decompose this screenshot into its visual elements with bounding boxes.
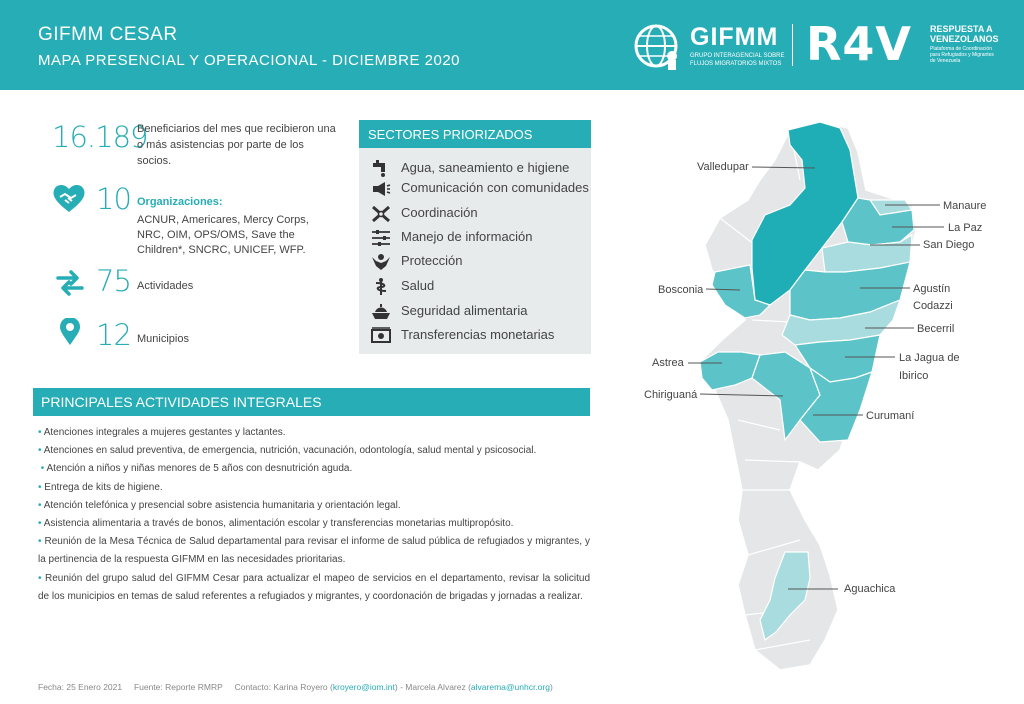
organizations-list: ACNUR, Americares, Mercy Corps, NRC, OIM, OPS/OMS, Save the Children*, SNCRC, UNICEF, WFP. xyxy=(137,214,309,256)
health-icon xyxy=(371,278,391,296)
r4v-logo-word: R4V xyxy=(806,17,913,71)
sector-item-food xyxy=(371,301,586,321)
sector-item-wash xyxy=(371,158,586,178)
footer-contact-prefix: Contacto: Karina Royero ( xyxy=(234,682,333,692)
footer-contact-middle: ) - Marcela Alvarez ( xyxy=(394,682,471,692)
sector-item-cash xyxy=(371,325,586,345)
sector-label: Seguridad alimentaria xyxy=(401,303,528,318)
food-icon xyxy=(371,303,391,321)
label-agustin-codazzi-2: Codazzi xyxy=(913,300,953,312)
label-san-diego: San Diego xyxy=(923,239,975,251)
label-la-jagua-1: La Jagua de xyxy=(899,352,960,364)
label-valledupar: Valledupar xyxy=(697,161,749,173)
organizations-value: 10 xyxy=(96,182,131,216)
handshake-heart-icon xyxy=(52,182,86,214)
cesar-map xyxy=(640,110,1020,680)
r4v-tagline: RESPUESTA A VENEZOLANOS xyxy=(930,24,999,44)
sector-label: Agua, saneamiento e higiene xyxy=(401,160,570,175)
list-item: • Atenciones integrales a mujeres gestantes y lactantes. xyxy=(38,427,286,438)
footer-contact-suffix: ) xyxy=(549,682,553,692)
sliders-icon xyxy=(371,229,391,247)
organizations-heading: Organizaciones: xyxy=(137,196,223,208)
label-astrea: Astrea xyxy=(652,357,684,369)
megaphone-icon xyxy=(371,180,391,198)
sector-item-coordination xyxy=(371,203,586,223)
sector-label: Salud xyxy=(401,278,435,293)
footer xyxy=(38,682,553,692)
sector-item-communication xyxy=(371,178,589,198)
page-subtitle: MAPA PRESENCIAL Y OPERACIONAL - DICIEMBRE 2020 xyxy=(38,52,461,69)
sectors-panel xyxy=(359,120,591,354)
r4v-subtagline: Plataforma de Coordinación para Refugiados y Migrantes de Venezuela xyxy=(930,46,994,64)
sector-label: Protección xyxy=(401,253,463,268)
label-aguachica: Aguachica xyxy=(844,583,896,595)
label-la-jagua-2: Ibirico xyxy=(899,370,929,382)
label-becerril: Becerril xyxy=(917,323,955,335)
list-item: • Asistencia alimentaria a través de bonos, alimentación escolar y transferencias monetarias multipropósito. xyxy=(38,518,514,530)
activities-title: PRINCIPALES ACTIVIDADES INTEGRALES xyxy=(33,388,590,416)
logo-divider xyxy=(792,24,793,66)
gifmm-logo-tagline: GRUPO INTERAGENCIAL SOBRE FLUJOS MIGRATORIOS MIXTOS xyxy=(690,53,785,67)
municipalities-text: Municipios xyxy=(137,333,189,345)
transfer-arrows-icon xyxy=(55,268,85,296)
page-title: GIFMM CESAR xyxy=(38,24,178,45)
faucet-icon xyxy=(371,160,391,178)
sector-label: Transferencias monetarias xyxy=(401,327,555,342)
label-manaure: Manaure xyxy=(943,200,987,212)
activities-list xyxy=(38,424,590,606)
footer-source: Fuente: Reporte RMRP xyxy=(133,682,223,692)
activities-value: 75 xyxy=(96,264,131,298)
cash-icon xyxy=(371,327,391,345)
coordination-icon xyxy=(371,205,391,223)
gifmm-logo xyxy=(632,20,785,72)
list-item: • Atención a niños y niñas menores de 5 años con desnutrición aguda. xyxy=(40,463,353,475)
list-item: • Atención telefónica y presencial sobre asistencia humanitaria y orientación legal. xyxy=(38,499,401,511)
beneficiaries-text: Beneficiarios del mes que recibieron una o más asistencias por parte de los socios. xyxy=(137,123,336,167)
footer-date: Fecha: 25 Enero 2021 xyxy=(38,682,123,692)
activities-text: Actividades xyxy=(137,280,194,292)
sector-label: Comunicación con comunidades xyxy=(401,180,589,195)
label-chiriguana: Chiriguaná xyxy=(644,389,698,401)
sector-label: Manejo de información xyxy=(401,229,533,244)
sector-label: Coordinación xyxy=(401,205,478,220)
sector-item-health xyxy=(371,276,586,296)
globe-icon xyxy=(632,22,684,70)
protection-icon xyxy=(371,253,391,271)
header-banner xyxy=(0,0,1024,90)
gifmm-logo-word: GIFMM xyxy=(690,23,779,51)
label-curumani: Curumaní xyxy=(866,410,915,422)
sector-item-protection xyxy=(371,251,586,271)
list-item: • Entrega de kits de higiene. xyxy=(38,481,163,493)
label-bosconia: Bosconia xyxy=(658,284,704,296)
sector-item-information xyxy=(371,227,586,247)
label-agustin-codazzi-1: Agustín xyxy=(913,283,951,295)
email-link-1[interactable]: kroyero@iom.int xyxy=(332,682,395,692)
list-item: • Reunión del grupo salud del GIFMM Cesar para actualizar el mapeo de servicios en el departamento, revisar la solicitud de los municipios en temas de salud referentes a refugiados y migrantes, y coordonación de brigadas y jornadas a realizar. xyxy=(38,572,591,602)
label-la-paz: La Paz xyxy=(948,222,983,234)
map-pin-icon xyxy=(59,318,81,346)
list-item: • Reunión de la Mesa Técnica de Salud departamental para revisar el informe de salud pública de refugiados y migrantes, y la pertinencia de la respuesta GIFMM en las necesidades prioritarias. xyxy=(38,536,590,566)
beneficiaries-value: 16.189 xyxy=(52,120,148,154)
municipalities-value: 12 xyxy=(96,318,131,352)
email-link-2[interactable]: alvarema@unhcr.org xyxy=(470,682,550,692)
list-item: • Atenciones en salud preventiva, de emergencia, nutrición, vacunación, odontología, salud mental y psicosocial. xyxy=(38,445,537,457)
sectors-title: SECTORES PRIORIZADOS xyxy=(359,120,591,148)
